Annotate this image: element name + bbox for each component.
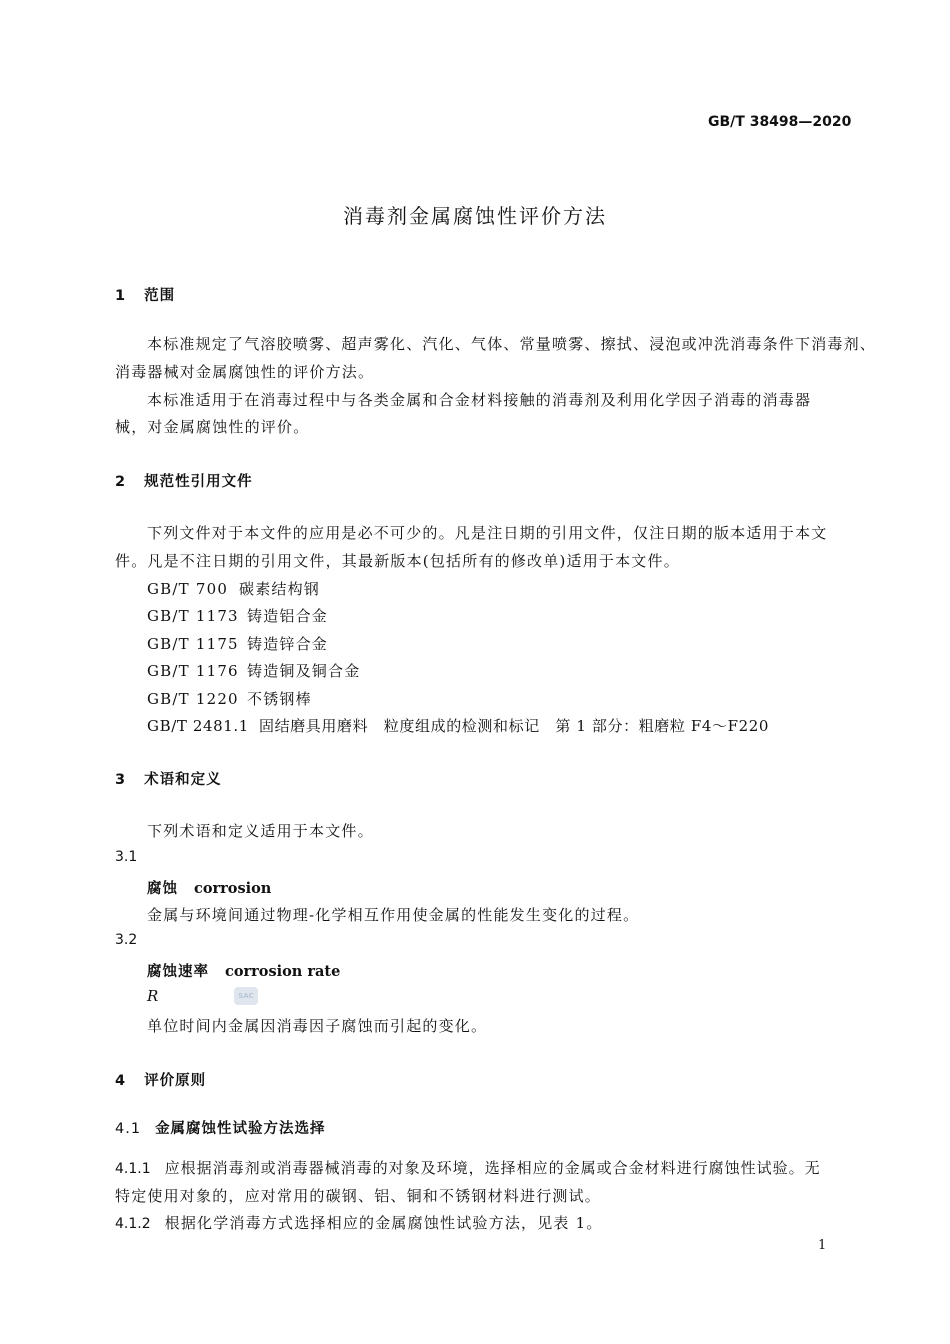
standard-code: GB/T 38498—2020 xyxy=(708,114,852,130)
section-3-heading xyxy=(115,768,222,789)
term-number: 3.2 xyxy=(115,932,138,948)
term-symbol: R xyxy=(147,987,159,1005)
term-number: 3.1 xyxy=(115,849,138,865)
reference-name: 铸造铜及铜合金 xyxy=(247,662,361,680)
term-english: corrosion xyxy=(194,880,272,897)
page-number: 1 xyxy=(818,1238,827,1253)
paragraph-line: 械，对金属腐蚀性的评价。 xyxy=(115,418,310,436)
reference-item xyxy=(147,578,320,599)
clause-text: 根据化学消毒方式选择相应的金属腐蚀性试验方法，见表 1。 xyxy=(164,1214,603,1232)
reference-code: GB/T 700 xyxy=(147,580,229,598)
reference-code: GB/T 1173 xyxy=(147,607,239,625)
section-number: 1 xyxy=(115,288,127,304)
paragraph-line: 消毒器械对金属腐蚀性的评价方法。 xyxy=(115,363,375,381)
paragraph-line: 本标准规定了气溶胶喷雾、超声雾化、汽化、气体、常量喷雾、擦拭、浸泡或冲洗消毒条件下消毒剂、 xyxy=(147,335,877,353)
section-number: 2 xyxy=(115,474,127,490)
section-number: 4 xyxy=(115,1073,127,1089)
section-title: 规范性引用文件 xyxy=(144,474,253,490)
reference-item xyxy=(147,660,360,681)
section-4-heading xyxy=(115,1069,206,1090)
paragraph-line: 下列文件对于本文件的应用是必不可少的。凡是注日期的引用文件，仅注日期的版本适用于本文 xyxy=(147,524,828,542)
paragraph-line: 下列术语和定义适用于本文件。 xyxy=(147,822,374,840)
document-title: 消毒剂金属腐蚀性评价方法 xyxy=(343,204,607,228)
term-chinese: 腐蚀 xyxy=(147,881,178,897)
clause-line xyxy=(115,1212,603,1233)
paragraph-line: 件。凡是不注日期的引用文件，其最新版本(包括所有的修改单)适用于本文件。 xyxy=(115,552,680,570)
reference-name: 铸造锌合金 xyxy=(247,635,329,653)
subsection-heading xyxy=(115,1117,326,1138)
reference-name: 固结磨具用磨料 粒度组成的检测和标记 第 1 部分：粗磨粒 F4～F220 xyxy=(259,717,770,735)
reference-code: GB/T 1176 xyxy=(147,662,239,680)
reference-name: 不锈钢棒 xyxy=(247,690,312,708)
reference-code: GB/T 1175 xyxy=(147,635,239,653)
reference-code: GB/T 2481.1 xyxy=(147,717,249,735)
clause-line xyxy=(115,1157,821,1178)
term-entry xyxy=(147,960,340,981)
section-2-heading xyxy=(115,470,253,491)
clause-text: 应根据消毒剂或消毒器械消毒的对象及环境，选择相应的金属或合金材料进行腐蚀性试验。无 xyxy=(164,1159,821,1177)
reference-name: 碳素结构钢 xyxy=(239,580,321,598)
reference-item xyxy=(147,715,769,736)
reference-item xyxy=(147,605,328,626)
section-number: 3 xyxy=(115,772,127,788)
section-title: 术语和定义 xyxy=(144,772,222,788)
paragraph-line: 本标准适用于在消毒过程中与各类金属和合金材料接触的消毒剂及利用化学因子消毒的消毒器 xyxy=(147,391,812,409)
term-english: corrosion rate xyxy=(225,963,341,980)
section-title: 范围 xyxy=(144,288,176,304)
section-title: 评价原则 xyxy=(144,1073,207,1089)
clause-number: 4.1.2 xyxy=(115,1216,151,1232)
reference-code: GB/T 1220 xyxy=(147,690,239,708)
term-entry xyxy=(147,877,271,898)
watermark-logo-icon: SAC xyxy=(234,987,258,1005)
term-definition: 金属与环境间通过物理-化学相互作用使金属的性能发生变化的过程。 xyxy=(147,906,640,924)
term-definition: 单位时间内金属因消毒因子腐蚀而引起的变化。 xyxy=(147,1017,488,1035)
section-1-heading xyxy=(115,284,175,305)
subsection-title: 金属腐蚀性试验方法选择 xyxy=(155,1121,326,1137)
reference-item xyxy=(147,688,312,709)
reference-name: 铸造铝合金 xyxy=(247,607,329,625)
subsection-number: 4.1 xyxy=(115,1121,142,1137)
clause-line: 特定使用对象的，应对常用的碳钢、铝、铜和不锈钢材料进行测试。 xyxy=(115,1187,602,1205)
clause-number: 4.1.1 xyxy=(115,1161,151,1177)
reference-item xyxy=(147,633,328,654)
term-chinese: 腐蚀速率 xyxy=(147,964,209,980)
